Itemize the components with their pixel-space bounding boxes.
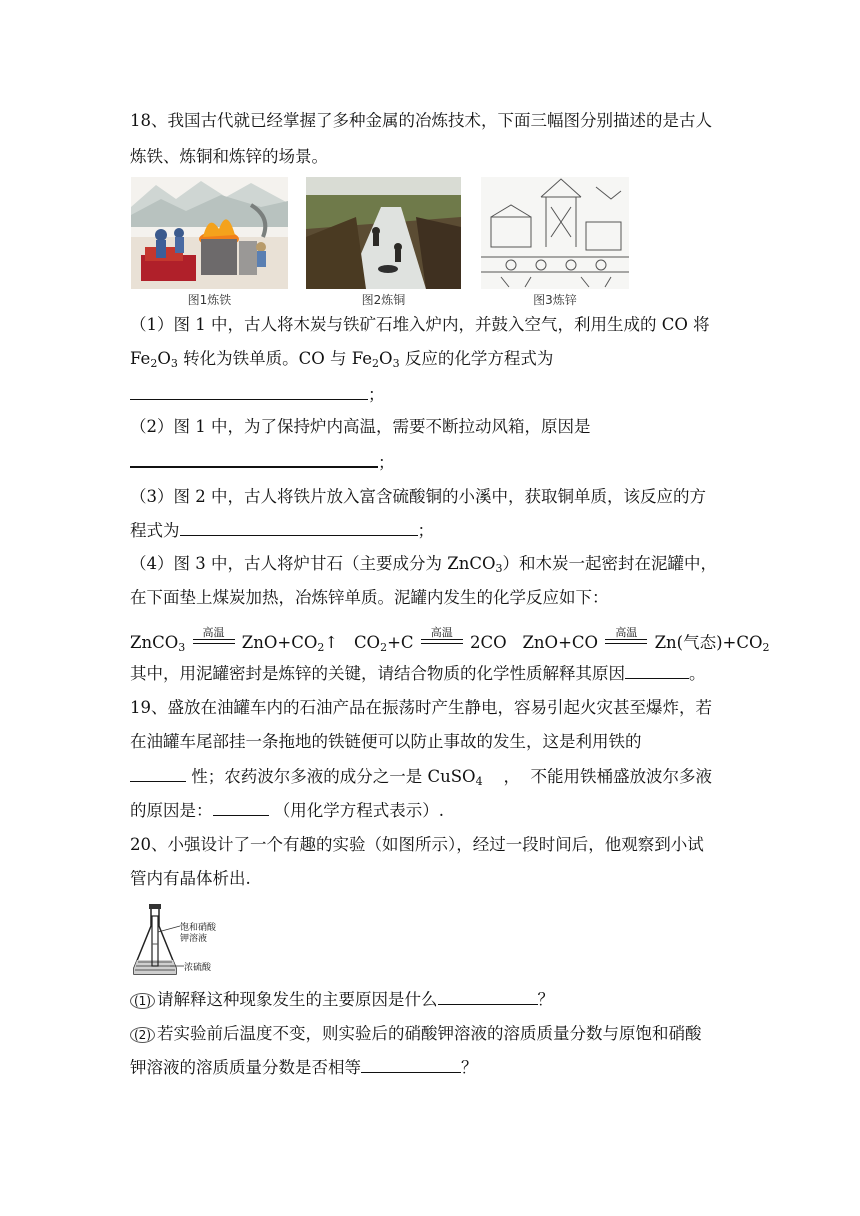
svg-text:钾溶液: 钾溶液 — [180, 934, 208, 944]
q20-sub2-line1: (2) 若实验前后温度不变，则实验后的硝酸钾溶液的溶质质量分数与原饱和硝酸 — [130, 1023, 702, 1046]
q20-line2: 管内有晶体析出. — [130, 869, 251, 888]
q19-line2: 在油罐车尾部挂一条拖地的铁链便可以防止事故的发生，这是利用铁的 — [130, 732, 642, 751]
figure-zinc-smelting — [481, 177, 629, 309]
q18-part4-explain-line: 其中，用泥罐密封是炼锌的关键，请结合物质的化学性质解释其原因 。 — [130, 664, 706, 683]
answer-blank-4[interactable] — [625, 664, 689, 679]
figure-copper-smelting — [306, 177, 461, 309]
answer-blank-8[interactable] — [361, 1058, 461, 1073]
svg-text:浓硫酸: 浓硫酸 — [184, 963, 212, 973]
q18-intro-line1: 18、我国古代就已经掌握了多种金属的冶炼技术，下面三幅图分别描述的是古人 — [130, 111, 712, 130]
q20-sub1: (1) 请解释这种现象发生的主要原因是什么 ？ — [130, 989, 554, 1012]
q19-line1: 19、盛放在油罐车内的石油产品在振荡时产生静电，容易引起火灾甚至爆炸，若 — [130, 698, 712, 717]
q18-part3-line2: 程式为 ； — [130, 521, 434, 540]
answer-blank-2[interactable] — [130, 452, 378, 468]
q18-part2-answer-line: ； — [130, 452, 395, 474]
experiment-figure — [130, 904, 230, 980]
q18-intro-line2: 炼铁、炼铜和炼锌的场景。 — [130, 147, 328, 166]
iron-smelting-illustration — [131, 177, 288, 289]
reaction-3: ZnO+CO 高温 Zn(气态)$+CO_2$ — [522, 626, 770, 654]
answer-blank-3[interactable] — [180, 521, 418, 536]
copper-smelting-illustration — [306, 177, 461, 289]
high-temp-condition-2: 高温 — [421, 628, 463, 650]
reaction-equations — [130, 628, 770, 654]
answer-blank-6[interactable] — [213, 801, 269, 816]
q18-part4-line1: （4）图 3 中，古人将炉甘石（主要成分为 ZnCO$_3$）和木炭一起密封在泥罐中， — [130, 554, 717, 575]
zinc-smelting-illustration — [481, 177, 629, 289]
answer-blank-5[interactable] — [130, 767, 186, 782]
q20-line1: 20、小强设计了一个有趣的实验（如图所示），经过一段时间后，他观察到小试 — [130, 835, 704, 854]
reaction-2: $CO_2+C$ 高温 2CO — [353, 626, 507, 654]
answer-blank-7[interactable] — [438, 990, 538, 1005]
reaction-1: ZnCO$_3$ 高温 $ZnO+CO_2↑$ — [130, 626, 339, 654]
q19-line4: 的原因是： （用化学方程式表示）. — [130, 801, 444, 820]
high-temp-condition-3: 高温 — [605, 628, 647, 650]
q18-part1-answer-line: ； — [130, 384, 385, 406]
q18-part3-line1: （3）图 2 中，古人将铁片放入富含硫酸铜的小溪中，获取铜单质，该反应的方 — [130, 487, 706, 506]
figure1-caption: 图1炼铁 — [187, 293, 232, 307]
figure-iron-smelting — [131, 177, 288, 309]
q20-sub2-line2: 钾溶液的溶质质量分数是否相等 ？ — [130, 1058, 478, 1077]
q18-part2-line1: （2）图 1 中，为了保持炉内高温，需要不断拉动风箱，原因是 — [130, 417, 591, 436]
high-temp-condition-1: 高温 — [193, 628, 235, 650]
q19-line3: 性；农药波尔多液的成分之一是 CuSO$_4$ ， 不能用铁桶盛放波尔多液 — [130, 766, 712, 788]
figure2-caption: 图2炼铜 — [361, 293, 406, 307]
q18-part4-line2: 在下面垫上煤炭加热，冶炼锌单质。泥罐内发生的化学反应如下： — [130, 588, 609, 607]
svg-text:饱和硝酸: 饱和硝酸 — [180, 923, 217, 933]
q18-part1-line2: $Fe_2O_3$ 转化为铁单质。CO 与 $Fe_2O_3$ 反应的化学方程式为 — [130, 349, 554, 370]
q18-part1-line1: （1）图 1 中，古人将木炭与铁矿石堆入炉内，并鼓入空气，利用生成的 CO 将 — [130, 315, 710, 334]
figure3-caption: 图3炼锌 — [533, 293, 577, 307]
answer-blank-1[interactable] — [130, 385, 368, 400]
flask-illustration — [130, 904, 230, 980]
